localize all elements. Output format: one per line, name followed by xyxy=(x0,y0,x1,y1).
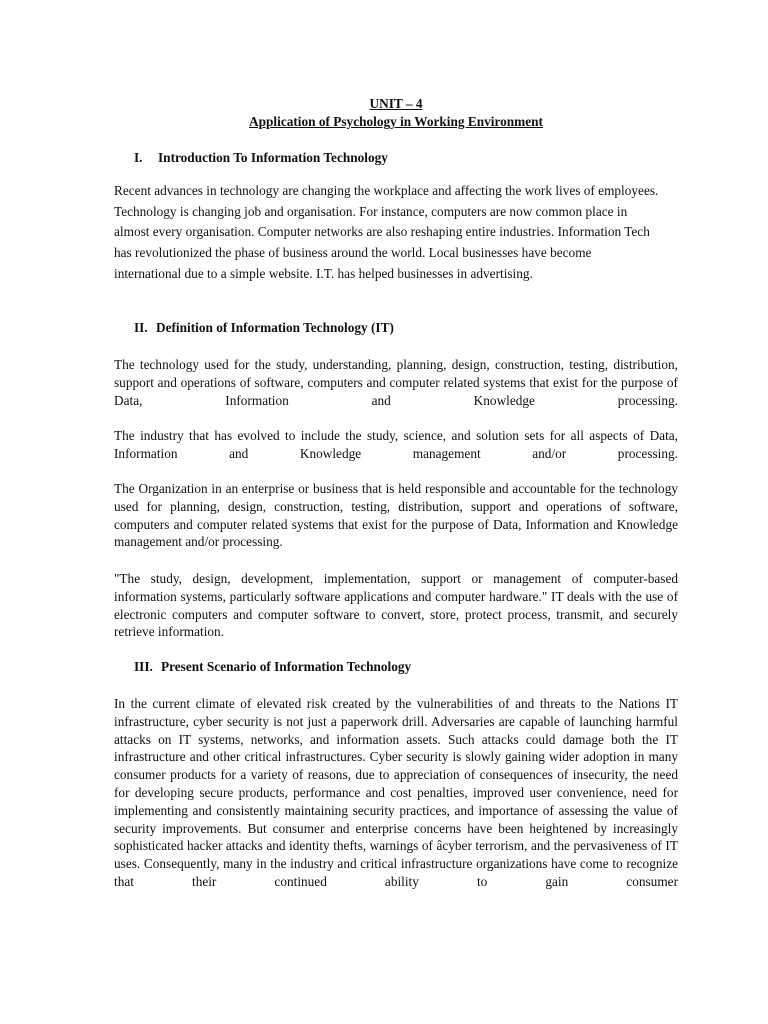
unit-label: UNIT – 4 xyxy=(369,96,423,111)
section-title: Definition of Information Technology (IT) xyxy=(156,320,394,335)
definition-paragraph-3: The Organization in an enterprise or business that is held responsible and accountable for the technology used for planning, design, construction, testing, distribution, support and operations of software, computers and computer related systems that exist for the purpose of Data, Information and Knowledge management and/or processing. xyxy=(114,481,678,550)
section-number: I. xyxy=(134,150,143,165)
section-title: Present Scenario of Information Technology xyxy=(161,659,412,674)
scenario-paragraph: In the current climate of elevated risk created by the vulnerabilities of and threats to the Nations IT infrastructure, cyber security is not just a paperwork drill. Adversaries are capable of launching harmful attacks on IT systems, networks, and information assets. Such attacks could damage both the IT infrastructure and other critical infrastructures. Cyber security is slowly gaining wider adoption in many consumer products for a variety of reasons, due to appreciation of consequences of insecurity, the need for developing secure products, performance and cost penalties, improved user convenience, need for implementing and consistently maintaining security practices, and importance of assessing the value of security improvements. But consumer and enterprise concerns have been heightened by increasingly sophisticated hacker attacks and identity thefts, warnings of âcyber terrorism, and the pervasiveness of IT uses. Consequently, many in the industry and critical infrastructure organizations have come to recognize that their continued ability to gain consumer xyxy=(114,696,678,889)
document-title: Application of Psychology in Working Environment xyxy=(249,114,543,129)
section-heading-intro xyxy=(114,148,388,168)
intro-paragraph: Recent advances in technology are changing the workplace and affecting the work lives of employees. Technology is changing job and organisation. For instance, computers are now common place in almost every organisation. Computer networks are also reshaping entire industries. Information Tech has revolutionized the phase of business around the world. Local businesses have become international due to a simple website. I.T. has helped businesses in advertising. xyxy=(114,183,659,281)
definition-paragraph-1: The technology used for the study, understanding, planning, design, construction, testing, distribution, support and operations of software, computers and computer related systems that exist for the purpose of Data, Information and Knowledge processing. xyxy=(114,357,678,408)
section-title: Introduction To Information Technology xyxy=(158,150,388,165)
section-heading-scenario xyxy=(114,657,411,677)
definition-paragraph-4: "The study, design, development, implementation, support or management of computer-based information systems, particularly software applications and computer hardware." IT deals with the use of electronic computers and computer software to convert, store, protect process, transmit, and securely retrieve information. xyxy=(114,571,678,640)
section-heading-definition xyxy=(114,318,394,338)
definition-paragraph-2: The industry that has evolved to include the study, science, and solution sets for all aspects of Data, Information and Knowledge management and/or processing. xyxy=(114,428,678,461)
section-number: II. xyxy=(134,320,148,335)
section-number: III. xyxy=(134,659,153,674)
